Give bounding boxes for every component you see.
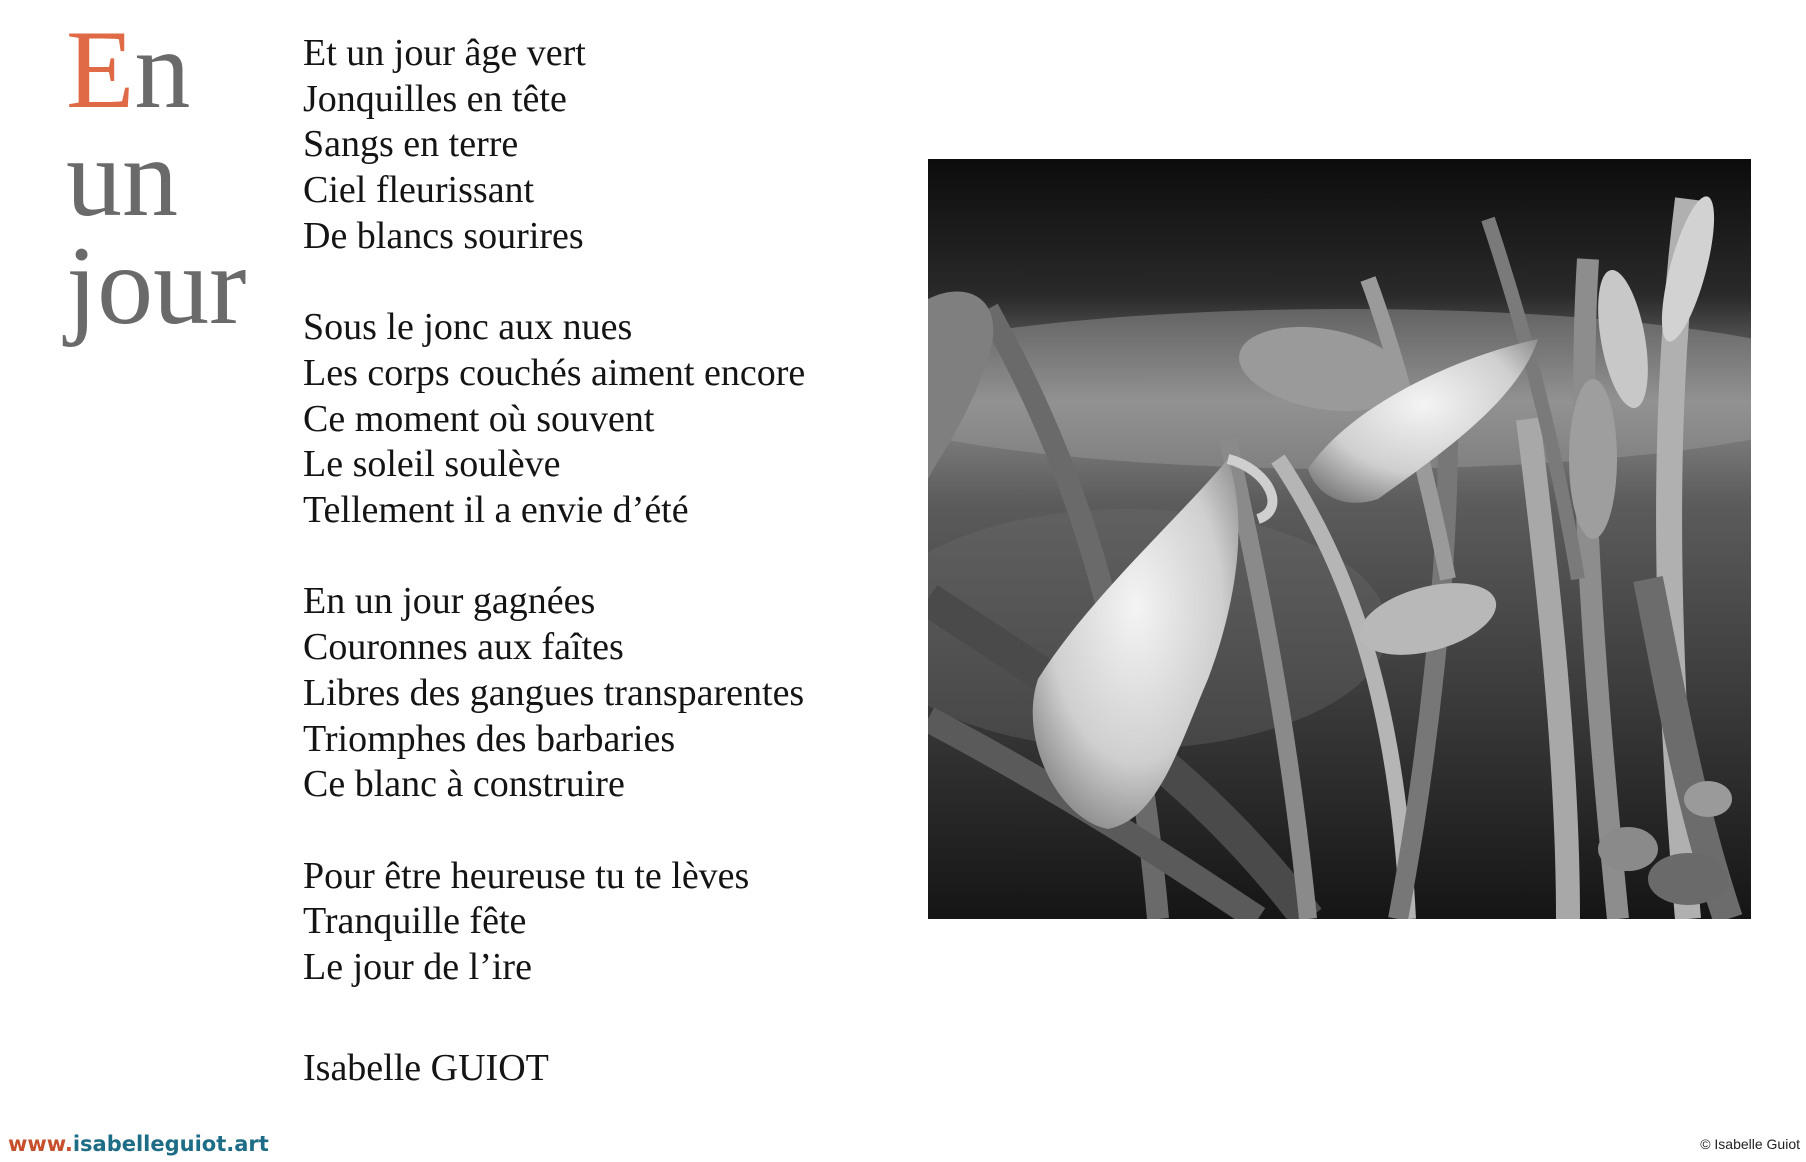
daffodil-photo-image [928,159,1751,919]
verse: Les corps couchés aiment encore [303,351,806,394]
poem-title [66,8,247,348]
title-initial: E [66,8,135,132]
title-line-1-rest: n [134,8,191,132]
website-link[interactable] [8,1131,269,1157]
website-prefix[interactable]: www. [8,1132,73,1156]
verse: Triomphes des barbaries [303,717,676,760]
verse: Tellement il a envie d’été [303,489,689,532]
verse: Libres des gangues transparentes [303,671,805,714]
website-domain[interactable]: isabelleguiot.art [72,1132,269,1156]
poem-body [303,31,805,1036]
verse: Et un jour âge vert [303,32,586,74]
verse: Le soleil soulève [303,443,561,486]
author-signature: Isabelle GUIOT [303,1047,549,1089]
stanza-2 [303,305,805,534]
copyright-notice: © Isabelle Guiot [1700,1136,1800,1152]
title-line-3: jour [66,224,247,348]
title-line-1 [66,8,246,132]
verse: Sangs en terre [303,123,519,166]
verse: Sous le jonc aux nues [303,306,633,349]
verse: Ciel fleurissant [303,169,535,212]
verse: Pour être heureuse tu te lèves [303,854,750,897]
verse: Jonquilles en tête [303,77,567,120]
daffodil-photo [928,159,1751,919]
verse: De blancs sourires [303,214,584,257]
stanza-3 [303,579,805,808]
verse: Ce moment où souvent [303,397,655,440]
verse: Tranquille fête [303,900,527,943]
verse: En un jour gagnées [303,580,596,623]
stanza-1 [303,31,805,260]
verse: Ce blanc à construire [303,763,625,806]
title-line-2: un [66,116,178,240]
verse: Le jour de l’ire [303,946,532,989]
stanza-4 [303,854,805,991]
verse: Couronnes aux faîtes [303,626,624,669]
